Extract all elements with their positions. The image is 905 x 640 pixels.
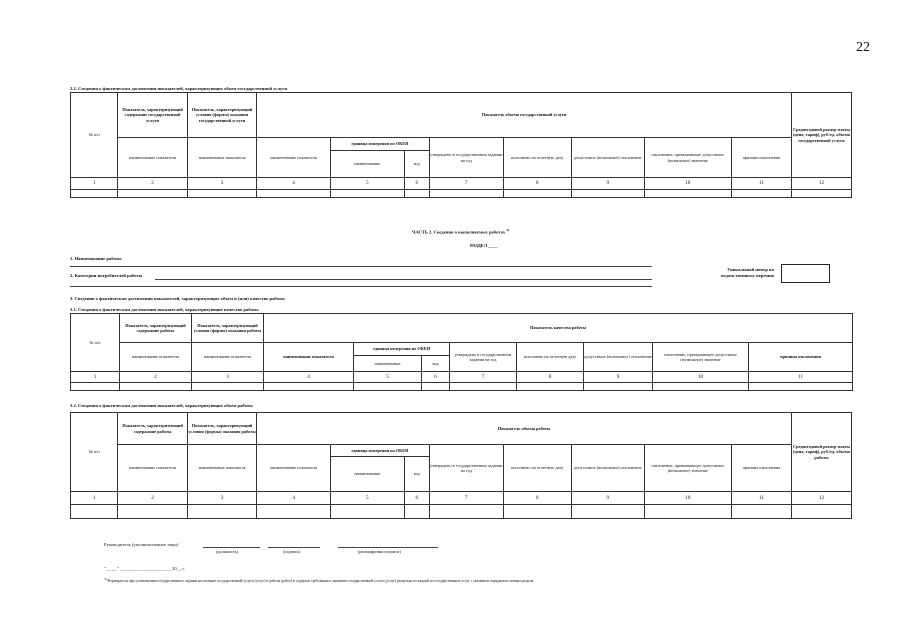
table-2-2 (70, 92, 852, 198)
column-number: 8 (503, 178, 571, 190)
content-indicator-header: Показатель, характеризующий содержание работы (118, 413, 187, 445)
column-number: 8 (517, 372, 584, 383)
price-header: Среднегодовой размер платы (цена, тариф), руб./ед. объема государственной услуги (791, 93, 851, 178)
exceed-deviation-header: отклонение, превышающее допустимое (возможное) значение (644, 138, 731, 178)
empty-cell (192, 383, 264, 391)
column-number: 3 (192, 372, 264, 383)
section-3-1-heading: 3.1. Сведения о фактическом достижении показателей, характеризующие качество работы (70, 307, 259, 312)
date-line: "_____" ______________________ 20__ г. (104, 566, 185, 571)
column-number: 10 (653, 372, 749, 383)
position-caption: (должность) (216, 549, 238, 554)
empty-cell (517, 383, 584, 391)
signature-caption: (подпись) (283, 549, 301, 554)
executed-header: исполнено на отчетную дату (503, 445, 571, 492)
exceed-deviation-header: отклонение, превышающее допустимое (возможное) значение (644, 445, 731, 492)
approved-header: утверждено в государственном задании на год (429, 445, 503, 492)
quality-name-header: наименование показателя (264, 343, 354, 372)
allowed-deviation-header: допустимое (возможное) отклонение (571, 138, 644, 178)
volume-name-header: наименование показателя (257, 445, 331, 492)
unique-number-label: Уникальный номер по ведомственному перечню (721, 267, 774, 278)
table-3-1 (70, 313, 853, 391)
column-number: 11 (731, 492, 791, 505)
reason-header: причина отклонения (731, 138, 791, 178)
section-2-2-heading: 2.2. Сведения о фактическом достижении показателей, характеризующих объем государственной услуги (70, 86, 287, 91)
empty-cell (71, 505, 118, 519)
work-name-label: 1. Наименование работы (70, 256, 122, 261)
column-number: 4 (257, 178, 331, 190)
consumer-category-label: 2. Категории потребителей работы (70, 273, 143, 278)
footnote (104, 578, 534, 584)
price-header: Среднегодовой размер платы (цена, тариф), руб./ед. объема работы (791, 413, 851, 492)
okei-name-header: наименование (354, 356, 422, 372)
volume-indicator-header: Показатель объема государственной услуги (257, 93, 792, 138)
content-indicator-header: Показатель, характеризующий содержание работы (120, 314, 192, 343)
empty-cell (450, 383, 517, 391)
section-label: РАЗДЕЛ ____ (470, 243, 498, 248)
empty-cell (791, 505, 851, 519)
page-number: 22 (856, 40, 870, 55)
column-number: 10 (644, 492, 731, 505)
column-number: 11 (749, 372, 853, 383)
section-3-heading: 3. Сведения о фактическом достижении показателей, характеризующих объем и (или) качество работы (70, 296, 285, 301)
content-name-header: наименование показателя (118, 138, 187, 178)
empty-cell (257, 505, 331, 519)
executed-header: исполнено на отчетную дату (503, 138, 571, 178)
column-number: 5 (330, 178, 404, 190)
signature-line (268, 547, 320, 548)
empty-cell (791, 190, 851, 198)
exceed-deviation-header: отклонение, превышающее допустимое (возможное) значение (653, 343, 749, 372)
okei-header: единица измерения по ОКЕИ (354, 343, 450, 356)
column-number: 5 (354, 372, 422, 383)
part-2-title-text: ЧАСТЬ 2. Сведения о выполняемых работах (412, 229, 506, 235)
column-number: 11 (731, 178, 791, 190)
column-number: 8 (503, 492, 571, 505)
position-line (203, 547, 260, 548)
empty-cell (503, 190, 571, 198)
empty-cell (584, 383, 653, 391)
content-name-header: наименование показателя (118, 445, 187, 492)
empty-cell (731, 505, 791, 519)
executed-header: исполнено на отчетную дату (517, 343, 584, 372)
column-number: 3 (187, 492, 256, 505)
empty-cell (330, 505, 404, 519)
empty-cell (429, 190, 503, 198)
volume-indicator-header: Показатель объема работы (257, 413, 792, 445)
approved-header: утверждено в государственном задании на год (450, 343, 517, 372)
volume-name-header: наименование показателя (257, 138, 331, 178)
column-number: 5 (330, 492, 404, 505)
empty-cell (653, 383, 749, 391)
column-number: 3 (187, 178, 256, 190)
empty-cell (429, 505, 503, 519)
condition-name-header: наименование показателя (192, 343, 264, 372)
column-number: 1 (71, 178, 118, 190)
empty-cell (571, 190, 644, 198)
decode-line (338, 547, 438, 548)
reason-header: причина отклонения (749, 343, 853, 372)
okei-header: единица измерения по ОКЕИ (330, 445, 429, 457)
allowed-deviation-header: допустимое (возможное) отклонение (571, 445, 644, 492)
condition-name-header: наименование показателя (187, 138, 256, 178)
column-number: 1 (71, 372, 120, 383)
empty-cell (187, 505, 256, 519)
column-number: 10 (644, 178, 731, 190)
empty-cell (118, 505, 187, 519)
condition-name-header: наименование показателя (187, 445, 256, 492)
column-number: 2 (120, 372, 192, 383)
empty-cell (354, 383, 422, 391)
footnote-text: Формируется при установлении государственного задания на оказание государственной услуги (услуг) и работы (работ) и содержит требования к оказанию государственной услуги (услуг) раздельно по каждой из государственных услуг с указанием порядкового номера раздела. (107, 579, 535, 584)
col-number-header: № п/п (71, 413, 118, 492)
condition-indicator-header: Показатель, характеризующий условия (формы) оказания государственной услуги (187, 93, 256, 138)
column-number: 7 (450, 372, 517, 383)
empty-cell (120, 383, 192, 391)
column-number: 6 (404, 492, 429, 505)
signatory-label: Руководитель (уполномоченное лицо) (104, 542, 179, 547)
column-number: 1 (71, 492, 118, 505)
footnote-ref: 3) (506, 228, 510, 232)
empty-cell (503, 505, 571, 519)
empty-cell (404, 190, 429, 198)
part-2-title (412, 228, 509, 235)
reason-header: причина отклонения (731, 445, 791, 492)
quality-indicator-header: Показатель качества работы (264, 314, 853, 343)
column-number: 9 (584, 372, 653, 383)
empty-cell (330, 190, 404, 198)
col-number-header: № п/п (71, 314, 120, 372)
empty-cell (571, 505, 644, 519)
table-3-2 (70, 412, 852, 519)
condition-indicator-header: Показатель, характеризующий условия (формы) оказания работы (187, 413, 256, 445)
okei-header: единица измерения по ОКЕИ (330, 138, 429, 151)
empty-cell (404, 505, 429, 519)
column-number: 12 (791, 178, 851, 190)
content-name-header: наименование показателя (120, 343, 192, 372)
footnote-mark: 3) (104, 577, 107, 581)
column-number: 9 (571, 178, 644, 190)
column-number: 7 (429, 178, 503, 190)
unique-number-box[interactable] (781, 264, 830, 283)
okei-name-header: наименование (330, 151, 404, 178)
empty-cell (187, 190, 256, 198)
empty-cell (71, 190, 118, 198)
okei-code-header: код (404, 457, 429, 492)
empty-cell (264, 383, 354, 391)
column-number: 7 (429, 492, 503, 505)
column-number: 9 (571, 492, 644, 505)
col-number-header: № п/п (71, 93, 118, 178)
approved-header: утверждено в государственном задании на год (429, 138, 503, 178)
consumer-category-line (155, 279, 652, 280)
column-number: 2 (118, 178, 187, 190)
consumer-category-line-2 (70, 286, 652, 287)
empty-cell (71, 383, 120, 391)
column-number: 4 (264, 372, 354, 383)
decode-caption: (расшифровка подписи) (358, 549, 401, 554)
empty-cell (731, 190, 791, 198)
condition-indicator-header: Показатель, характеризующий условия (формы) оказания работы (192, 314, 264, 343)
column-number: 6 (422, 372, 450, 383)
okei-code-header: код (422, 356, 450, 372)
empty-cell (644, 190, 731, 198)
empty-cell (422, 383, 450, 391)
column-number: 6 (404, 178, 429, 190)
okei-code-header: код (404, 151, 429, 178)
allowed-deviation-header: допустимое (возможное) отклонение (584, 343, 653, 372)
section-3-2-heading: 3.2. Сведения о фактическом достижении показателей, характеризующих объем работы (70, 403, 253, 408)
content-indicator-header: Показатель, характеризующий содержание государственной услуги (118, 93, 187, 138)
empty-cell (644, 505, 731, 519)
column-number: 12 (791, 492, 851, 505)
work-name-line (70, 266, 652, 267)
empty-cell (749, 383, 853, 391)
empty-cell (257, 190, 331, 198)
empty-cell (118, 190, 187, 198)
column-number: 4 (257, 492, 331, 505)
column-number: 2 (118, 492, 187, 505)
okei-name-header: наименование (330, 457, 404, 492)
